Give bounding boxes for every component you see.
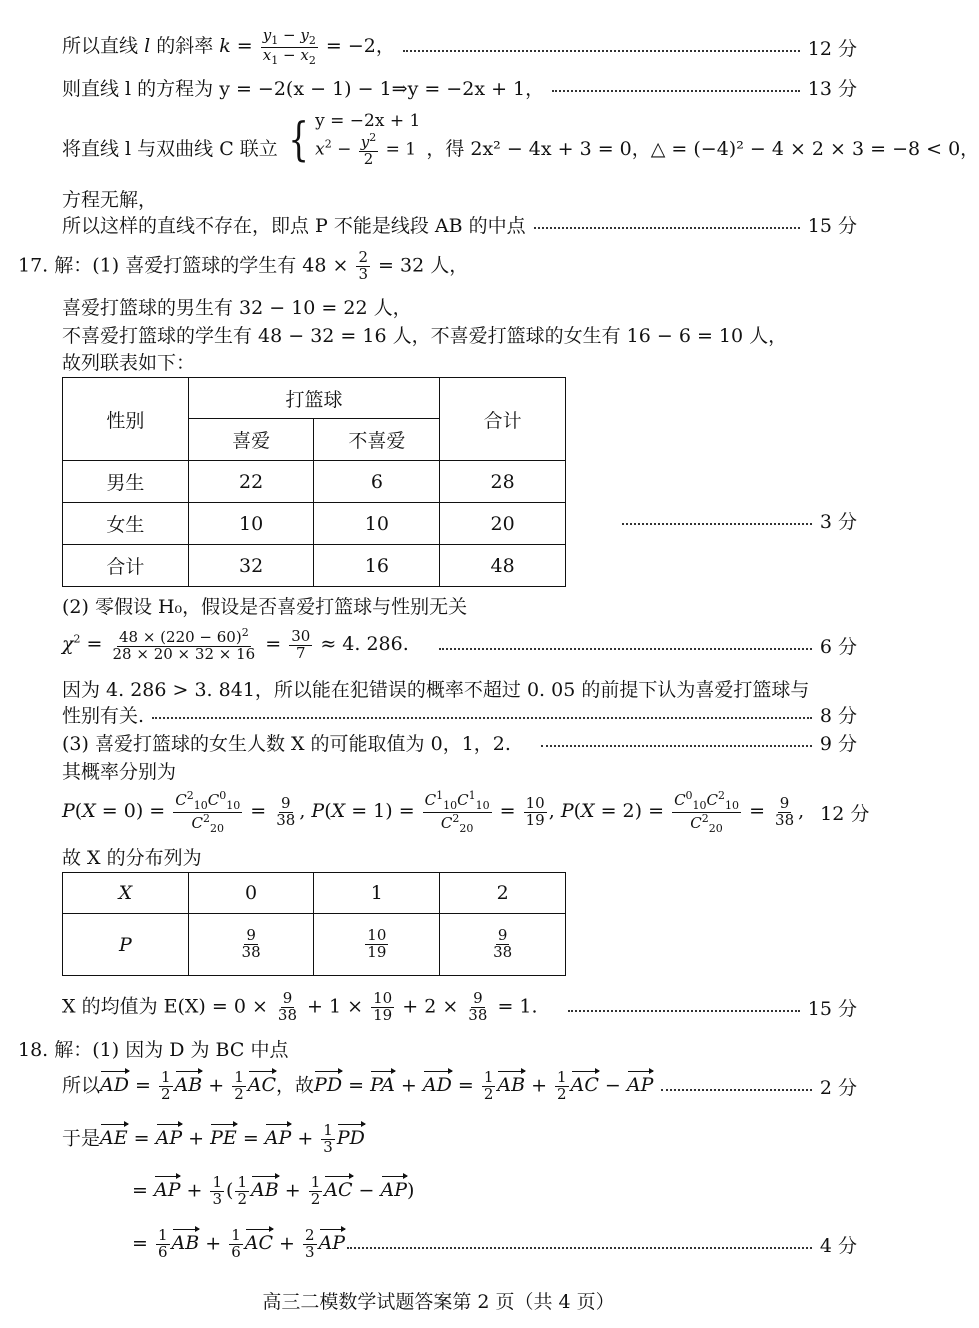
probability-line: P(X = 0) = $\frac{C^2_{10}C^0_{10}}{C^2_{20}}$ = $\frac{9}{38}$ , P(X = 1) = $\frac{C^1_{10}C^1_{10}}{C^2_{20}}$ = $\frac{10}{19}$ , P(X = 2) = $\frac{C^0_{10}C^2_{10}}{C^2_{20}}$ = $\frac{9}{38}$ , 12 分 (62, 788, 870, 835)
score-label: 9 分 (819, 732, 857, 755)
system-line: 将直线 l 与双曲线 C 联立 { y = −2x + 1 $x^2$ − $\frac{y^2}{2}$ = 1 ，得 2x² − 4x + 3 = 0，△ = (−4)² − 4 × 2 × 3 = −8 < 0， (62, 111, 979, 169)
table-score-line (622, 506, 857, 534)
slope-fraction: $\frac{y_1 - y_2}{x_1 - x_2}$ (262, 25, 316, 67)
x-header: X (63, 873, 189, 914)
male-like-line: 喜爱打篮球的男生有 32 − 10 = 22 人， (62, 296, 412, 319)
distribution-table: X 0 1 2 P $\frac{9}{38}$ $\frac{10}{19}$ $\frac{9}{38}$ (62, 872, 566, 976)
score-label: 13 分 (807, 77, 857, 100)
score-label: 12 分 (820, 802, 870, 825)
header-total: 合计 (440, 378, 566, 461)
slope-line: 所以直线 l 的斜率 k = $\frac{y_1 - y_2}{x_1 - x_2}$ = −2， 12 分 (62, 25, 857, 67)
score-label: 4 分 (819, 1234, 857, 1257)
score-label: 8 分 (819, 704, 857, 727)
comparison-line: 因为 4. 286 > 3. 841，所以能在犯错误的概率不超过 0. 05 的前提下认为喜爱打篮球与 (62, 678, 810, 701)
contingency-table (62, 377, 566, 587)
relation-line: 性别有关. 8 分 (62, 700, 857, 728)
vector-line-4: = $\frac{1}{6}$ AB + $\frac{1}{6}$ AC + $\frac{2}{3}$ AP 4 分 (132, 1225, 857, 1261)
table-row: 女生 10 10 20 (63, 503, 566, 545)
table-row: 合计 32 16 48 (63, 545, 566, 587)
probability-intro: 其概率分别为 (62, 760, 177, 783)
line-equation: 则直线 l 的方程为 y = −2(x − 1) − 1⇒y = −2x + 1， 13 分 (62, 72, 857, 102)
score-label: 12 分 (807, 37, 857, 60)
score-label: 2 分 (819, 1076, 857, 1099)
null-hypothesis: (2) 零假设 H₀，假设是否喜爱打篮球与性别无关 (62, 595, 468, 618)
header-basketball: 打篮球 (188, 378, 440, 419)
no-solution-line: 方程无解， (62, 188, 158, 211)
vector-line-1: 所以AD = $\frac{1}{2}$ AB + $\frac{1}{2}$ AC，故PD = PA + AD = $\frac{1}{2}$ AB + $\frac{1}{2}$ AC − AP 2 分 (62, 1067, 857, 1103)
vector-line-3: = AP + $\frac{1}{3}$ ( $\frac{1}{2}$ AB + $\frac{1}{2}$ AC − AP) (132, 1172, 415, 1208)
score-label: 15 分 (807, 214, 857, 237)
q17-line: 17. 解：(1) 喜爱打篮球的学生有 48 × $\frac{2}{3}$ = 32 人， (18, 247, 469, 283)
q18-line: 18. 解：(1) 因为 D 为 BC 中点 (18, 1038, 289, 1061)
distribution-intro: 故 X 的分布列为 (62, 846, 202, 869)
conclusion-line: 所以这样的直线不存在，即点 P 不能是线段 AB 的中点 15 分 (62, 210, 857, 238)
header-dislike: 不喜爱 (314, 419, 440, 461)
score-label: 15 分 (807, 997, 857, 1020)
p-header: P (63, 914, 189, 976)
score-label: 6 分 (819, 635, 857, 658)
equation-system: { y = −2x + 1 $x^2$ − $\frac{y^2}{2}$ = 1 (288, 111, 421, 169)
table-row: 男生 22 6 28 (63, 461, 566, 503)
dislike-line: 不喜爱打篮球的学生有 48 − 32 = 16 人，不喜爱打篮球的女生有 16 − 6 = 10 人， (62, 324, 788, 347)
page-footer: 高三二模数学试题答案第 2 页（共 4 页） (262, 1291, 615, 1313)
score-label: 3 分 (819, 510, 857, 533)
expectation-line: X 的均值为 E(X) = 0 × $\frac{9}{38}$ + 1 × $\frac{10}{19}$ + 2 × $\frac{9}{38}$ = 1. 15 分 (62, 988, 857, 1024)
x-values-line: (3) 喜爱打篮球的女生人数 X 的可能取值为 0，1，2. 9 分 (62, 728, 857, 756)
table-intro: 故列联表如下： (62, 351, 196, 374)
chi-square-line: $\chi^2$ = $\frac{48 \times (220 - 60)^2}{28 \times 20 \times 32 \times 16}$ = $\frac{30}{7}$ ≈ 4. 286. 6 分 (62, 626, 857, 663)
header-like: 喜爱 (188, 419, 314, 461)
vector-line-2: 于是AE = AP + PE = AP + $\frac{1}{3}$ PD (62, 1120, 365, 1156)
header-gender: 性别 (63, 378, 189, 461)
